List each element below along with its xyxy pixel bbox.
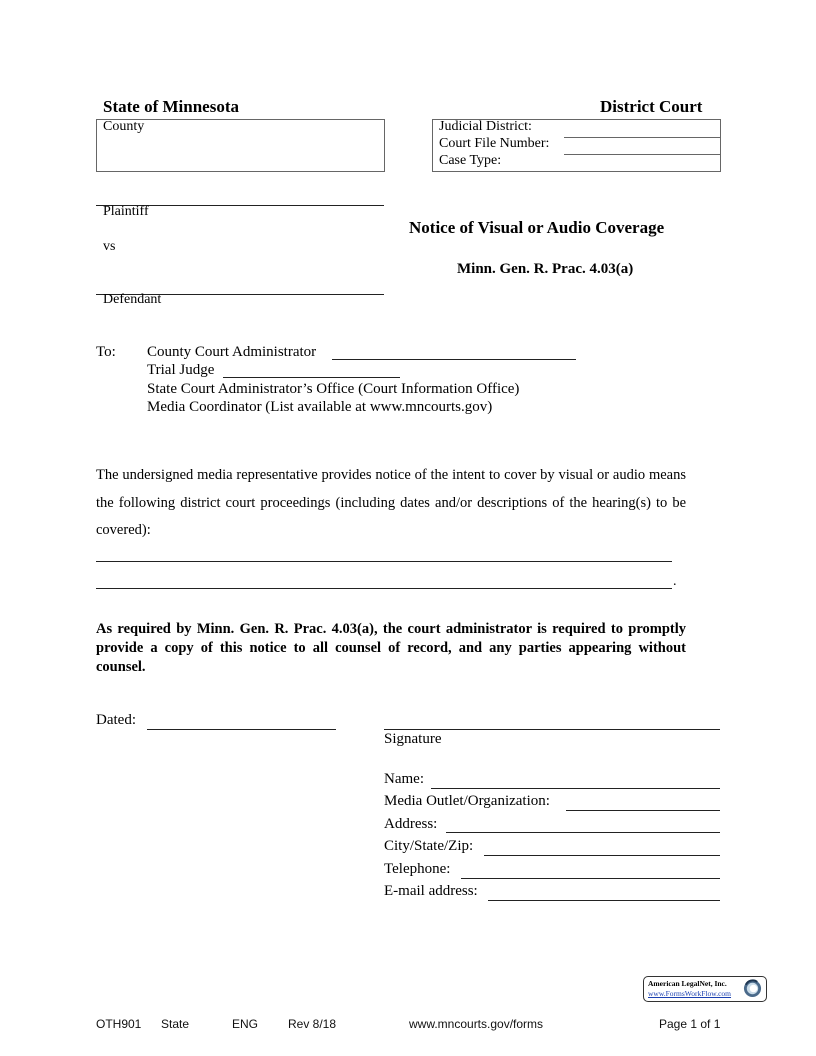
recipient-state-court-admin: State Court Administrator’s Office (Court Information Office) — [147, 381, 520, 397]
footer-revision: Rev 8/18 — [288, 1017, 337, 1031]
county-admin-field[interactable] — [332, 359, 576, 360]
to-label: To: — [96, 344, 116, 360]
notice-paragraph: As required by Minn. Gen. R. Prac. 4.03(a), the court administrator is required to promptly provide a copy of this notice to all counsel of record, and any parties appearing without counsel. — [96, 621, 686, 675]
judicial-district-label: Judicial District: — [439, 119, 532, 134]
city-state-zip-label: City/State/Zip: — [384, 838, 474, 854]
court-heading: District Court — [600, 97, 703, 116]
county-label: County — [103, 119, 145, 134]
footer-language: ENG — [232, 1017, 259, 1031]
address-field[interactable] — [446, 832, 720, 833]
telephone-label: Telephone: — [384, 861, 451, 877]
name-field[interactable] — [431, 788, 720, 789]
trial-judge-field[interactable] — [223, 377, 400, 378]
signature-label: Signature — [384, 731, 442, 747]
case-info-box — [432, 119, 721, 172]
email-label: E-mail address: — [384, 883, 478, 899]
defendant-label: Defendant — [103, 292, 162, 307]
plaintiff-label: Plaintiff — [103, 204, 149, 219]
media-outlet-label: Media Outlet/Organization: — [384, 793, 550, 809]
vs-label: vs — [103, 239, 116, 254]
address-label: Address: — [384, 816, 438, 832]
dated-field[interactable] — [147, 729, 336, 730]
court-file-number-field[interactable] — [564, 154, 720, 155]
logo-url[interactable]: www.FormsWorkFlow.com — [648, 989, 732, 998]
telephone-field[interactable] — [461, 878, 720, 879]
media-outlet-field[interactable] — [566, 810, 720, 811]
globe-icon — [743, 979, 762, 998]
document-title: Notice of Visual or Audio Coverage — [409, 218, 665, 237]
signature-field[interactable] — [384, 729, 720, 730]
proceedings-line-1[interactable] — [96, 561, 672, 562]
footer-form-id: OTH901 — [96, 1017, 142, 1031]
case-type-label: Case Type: — [439, 153, 502, 168]
case-type-field[interactable] — [564, 171, 720, 172]
rule-citation: Minn. Gen. R. Prac. 4.03(a) — [457, 261, 634, 277]
judicial-district-field[interactable] — [564, 137, 720, 138]
logo-company: American LegalNet, Inc. — [648, 979, 727, 988]
name-label: Name: — [384, 771, 424, 787]
dated-label: Dated: — [96, 712, 136, 728]
proceedings-line-2[interactable] — [96, 588, 672, 589]
american-legalnet-logo[interactable] — [643, 976, 767, 1002]
footer-website[interactable]: www.mncourts.gov/forms — [409, 1017, 544, 1031]
footer-jurisdiction: State — [161, 1017, 190, 1031]
state-heading: State of Minnesota — [103, 97, 239, 116]
intro-paragraph: The undersigned media representative provides notice of the intent to cover by visual or audio means the following district court proceedings (including dates and/or descriptions of the hearing(s) to be covered): — [96, 467, 686, 538]
recipient-county-admin: County Court Administrator — [147, 344, 317, 360]
recipient-media-coordinator: Media Coordinator (List available at www.mncourts.gov) — [147, 399, 493, 415]
email-field[interactable] — [488, 900, 720, 901]
city-state-zip-field[interactable] — [484, 855, 720, 856]
period: . — [673, 574, 677, 589]
county-box[interactable] — [96, 119, 385, 172]
recipient-trial-judge: Trial Judge — [147, 362, 215, 378]
footer-page-number: Page 1 of 1 — [659, 1017, 721, 1031]
court-file-number-label: Court File Number: — [439, 136, 550, 151]
